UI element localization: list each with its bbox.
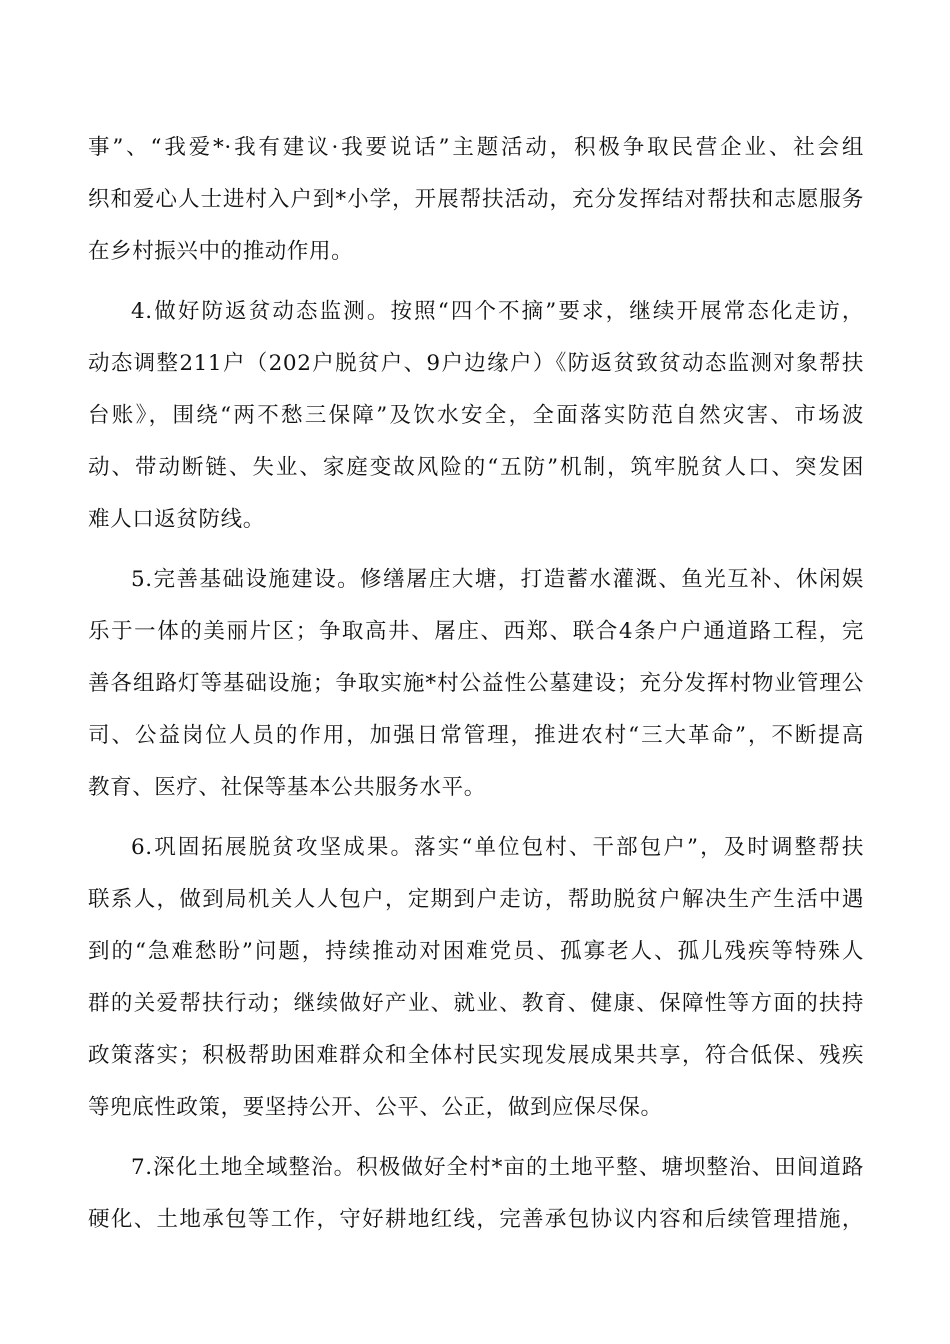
text-line: 群的关爱帮扶行动；继续做好产业、就业、教育、健康、保障性等方面的扶持 bbox=[88, 991, 864, 1016]
text-line: 善各组路灯等基础设施；争取实施*村公益性公墓建设；充分发挥村物业管理公 bbox=[88, 671, 864, 696]
document-body bbox=[88, 122, 864, 1246]
paragraph-gap bbox=[88, 1134, 864, 1142]
text-line: 教育、医疗、社保等基本公共服务水平。 bbox=[88, 775, 486, 800]
text-line: 政策落实；积极帮助困难群众和全体村民实现发展成果共享，符合低保、残疾 bbox=[88, 1043, 864, 1068]
text-line: 在乡村振兴中的推动作用。 bbox=[88, 239, 354, 264]
paragraph-gap bbox=[88, 546, 864, 554]
paragraph-gap bbox=[88, 278, 864, 286]
paragraph-item-4 bbox=[88, 286, 864, 546]
text-line: 4.做好防返贫动态监测。按照“四个不摘”要求，继续开展常态化走访， bbox=[131, 299, 864, 324]
text-line: 台账》，围绕“两不愁三保障”及饮水安全，全面落实防范自然灾害、市场波 bbox=[88, 403, 864, 428]
text-line: 乐于一体的美丽片区；争取高井、屠庄、西郑、联合4条户户通道路工程，完 bbox=[88, 619, 864, 644]
text-line: 6.巩固拓展脱贫攻坚成果。落实“单位包村、干部包户”，及时调整帮扶 bbox=[131, 835, 864, 860]
text-line: 5.完善基础设施建设。修缮屠庄大塘，打造蓄水灌溉、鱼光互补、休闲娱 bbox=[131, 567, 864, 592]
text-line: 到的“急难愁盼”问题，持续推动对困难党员、孤寡老人、孤儿残疾等特殊人 bbox=[88, 939, 864, 964]
text-line: 事”、“我爱*·我有建议·我要说话”主题活动，积极争取民营企业、社会组 bbox=[88, 135, 864, 160]
text-line: 联系人，做到局机关人人包户，定期到户走访，帮助脱贫户解决生产生活中遇 bbox=[88, 887, 864, 912]
text-line: 难人口返贫防线。 bbox=[88, 507, 265, 532]
paragraph-continuation bbox=[88, 122, 864, 278]
paragraph-gap bbox=[88, 814, 864, 822]
text-line: 织和爱心人士进村入户到*小学，开展帮扶活动，充分发挥结对帮扶和志愿服务 bbox=[88, 187, 864, 212]
text-line: 7.深化土地全域整治。积极做好全村*亩的土地平整、塘坝整治、田间道路 bbox=[131, 1155, 864, 1180]
paragraph-item-6 bbox=[88, 822, 864, 1134]
paragraph-item-7 bbox=[88, 1142, 864, 1246]
text-line: 司、公益岗位人员的作用，加强日常管理，推进农村“三大革命”，不断提高 bbox=[88, 723, 864, 748]
text-line: 动态调整211户（202户脱贫户、9户边缘户）《防返贫致贫动态监测对象帮扶 bbox=[88, 351, 864, 376]
text-line: 等兜底性政策，要坚持公开、公平、公正，做到应保尽保。 bbox=[88, 1095, 663, 1120]
text-line: 动、带动断链、失业、家庭变故风险的“五防”机制，筑牢脱贫人口、突发困 bbox=[88, 455, 864, 480]
paragraph-item-5 bbox=[88, 554, 864, 814]
text-line: 硬化、土地承包等工作，守好耕地红线，完善承包协议内容和后续管理措施， bbox=[88, 1207, 864, 1232]
